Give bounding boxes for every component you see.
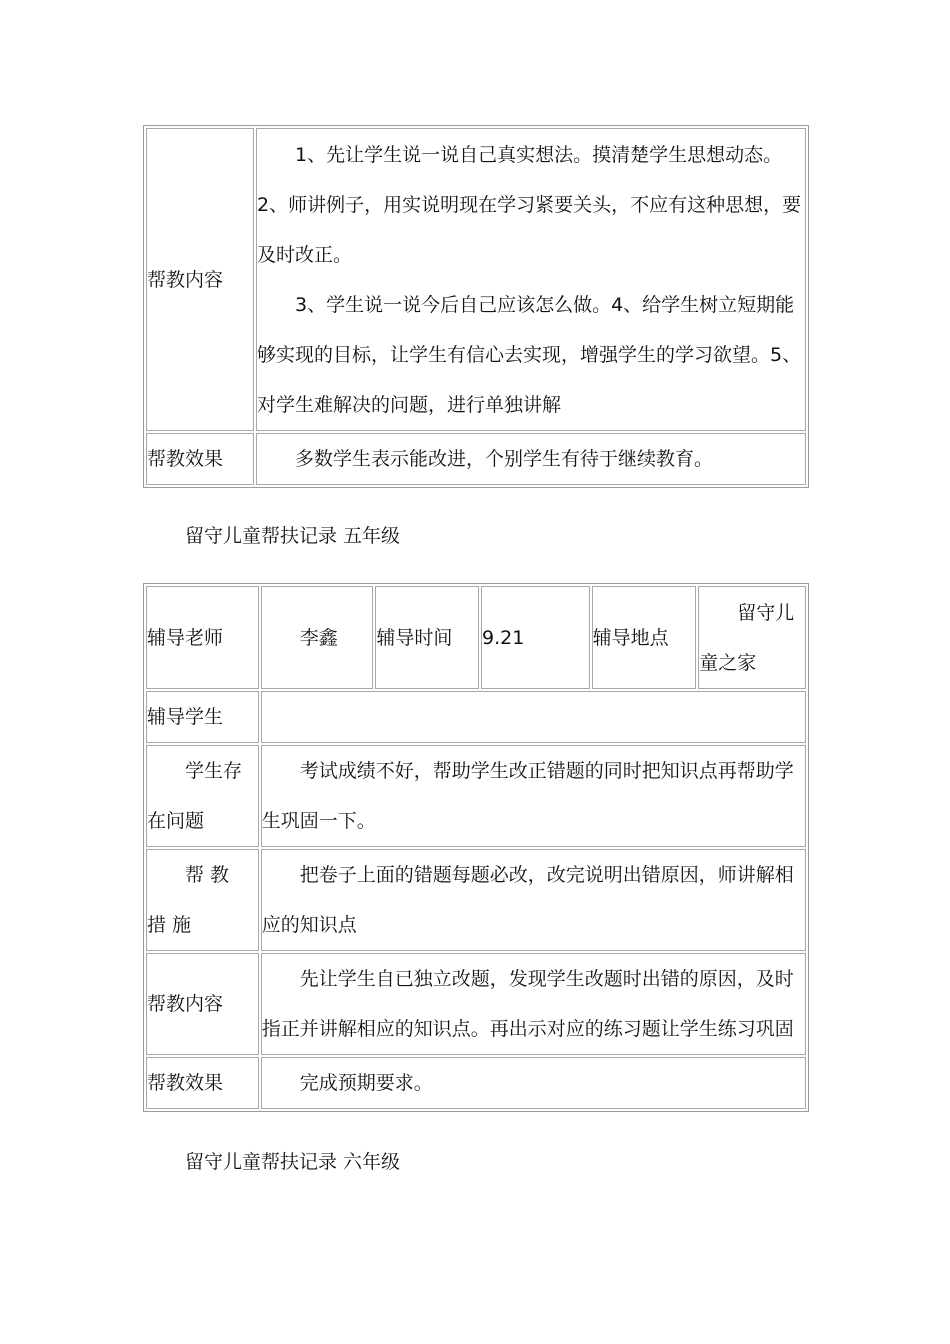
content-cell	[256, 128, 806, 431]
label-cell-content: 帮教内容	[146, 128, 254, 431]
table-row-student	[146, 691, 806, 743]
student-value	[261, 691, 806, 743]
teacher-label: 辅导老师	[146, 586, 259, 689]
measure-text: 把卷子上面的错题每题必改，改完说明出错原因，师讲解相应的知识点	[261, 849, 806, 951]
table-row-measure	[146, 849, 806, 951]
content-label: 帮教内容	[146, 953, 259, 1055]
table-row-header	[146, 586, 806, 689]
student-label: 辅导学生	[146, 691, 259, 743]
teacher-value: 李鑫	[261, 586, 374, 689]
table-row-effect	[146, 1057, 806, 1109]
measure-label: 帮 教 措 施	[146, 849, 259, 951]
table-row-content	[146, 128, 806, 431]
content-paragraph-2: 3、学生说一说今后自己应该怎么做。4、给学生树立短期能够实现的目标，让学生有信心去实现，增强学生的学习欲望。5、对学生难解决的问题，进行单独讲解	[257, 293, 802, 416]
table-row-content	[146, 953, 806, 1055]
time-label: 辅导时间	[375, 586, 479, 689]
record-table-grade-5	[143, 583, 809, 1112]
content-paragraph-1: 1、先让学生说一说自己真实想法。摸清楚学生思想动态。2、师讲例子，用实说明现在学习紧要关头，不应有这种思想，要及时改正。	[257, 143, 802, 266]
content-text: 先让学生自已独立改题，发现学生改题时出错的原因，及时指正并讲解相应的知识点。再出示对应的练习题让学生练习巩固	[261, 953, 806, 1055]
time-value: 9.21	[481, 586, 590, 689]
problem-text: 考试成绩不好，帮助学生改正错题的同时把知识点再帮助学生巩固一下。	[261, 745, 806, 847]
table-row-problem	[146, 745, 806, 847]
effect-label: 帮教效果	[146, 1057, 259, 1109]
table-row-effect	[146, 433, 806, 485]
place-label: 辅导地点	[592, 586, 697, 689]
caption-grade-5: 留守儿童帮扶记录 五年级	[185, 525, 401, 547]
record-table-continued	[143, 125, 809, 488]
place-value: 留守儿童之家	[698, 586, 806, 689]
problem-label: 学生存在问题	[146, 745, 259, 847]
caption-grade-6: 留守儿童帮扶记录 六年级	[185, 1151, 401, 1173]
effect-text: 完成预期要求。	[261, 1057, 806, 1109]
effect-cell: 多数学生表示能改进，个别学生有待于继续教育。	[256, 433, 806, 485]
label-cell-effect: 帮教效果	[146, 433, 254, 485]
